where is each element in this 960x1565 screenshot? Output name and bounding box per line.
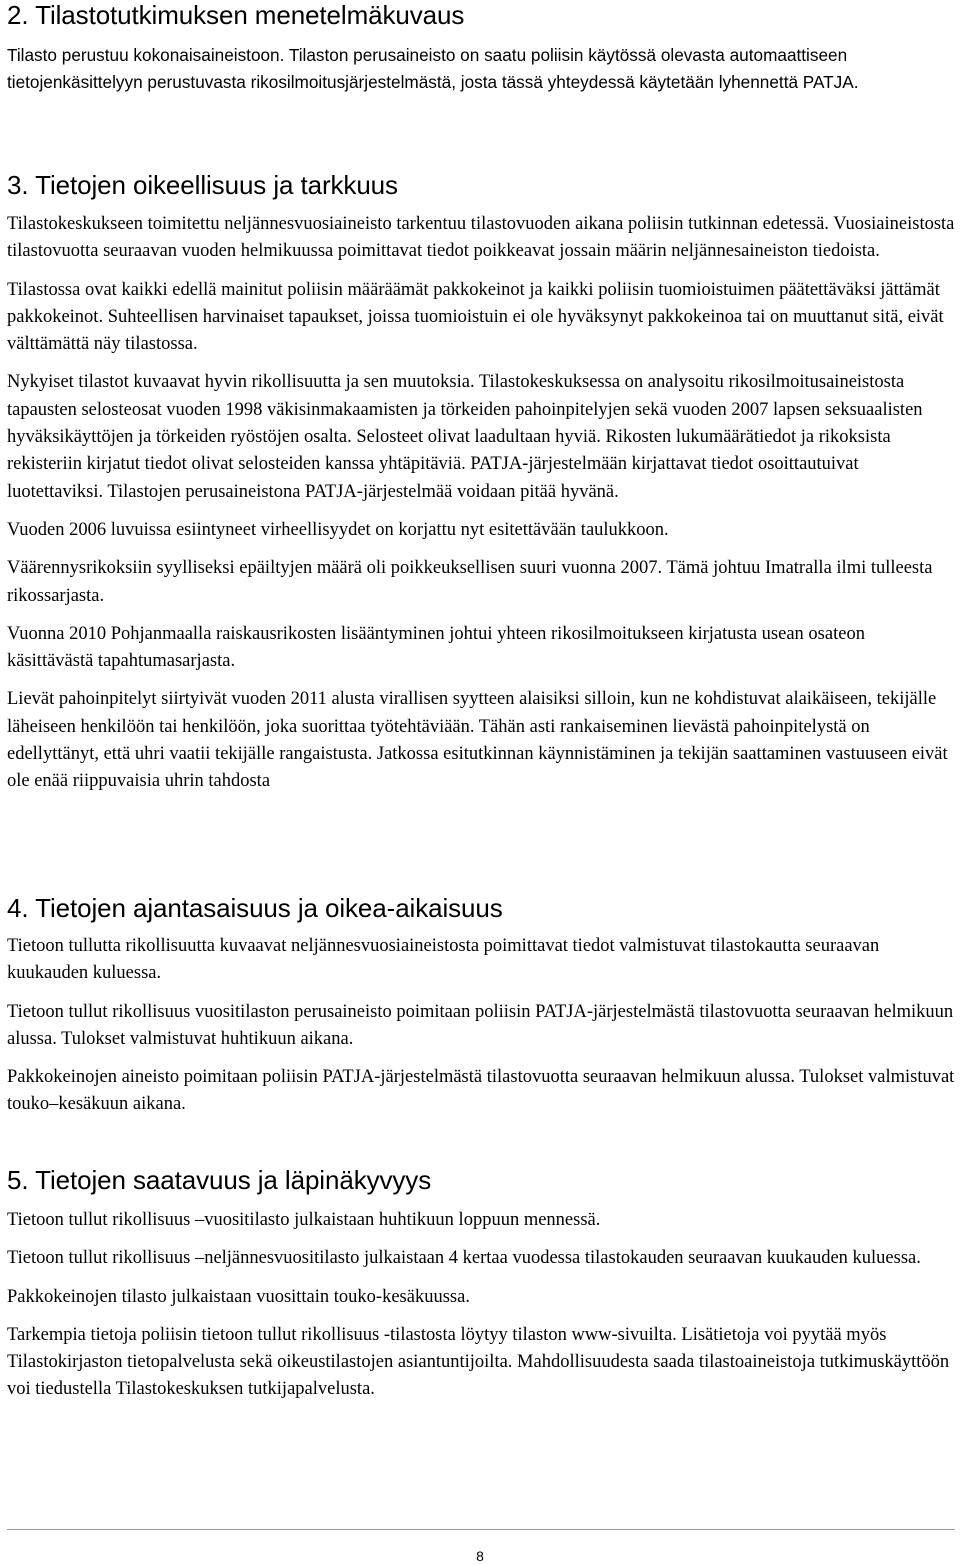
section-5 xyxy=(7,1165,955,1415)
section-5-paragraph-3: Pakkokeinojen tilasto julkaistaan vuosittain touko-kesäkuussa. xyxy=(7,1286,470,1307)
section-2 xyxy=(7,0,955,108)
section-3-paragraph-1: Tilastokeskukseen toimitettu neljännesvuosiaineisto tarkentuu tilastovuoden aikana poliisin tutkinnan edetessä. Vuosiaineistosta tilastovuotta seuraavan vuoden helmikuussa poimittavat tiedot poikkeavat jossain määrin neljännesaineiston tiedoista. xyxy=(7,214,955,262)
section-3-paragraph-4: Vuoden 2006 luvuissa esiintyneet virheellisyydet on korjattu nyt esitettävään taulukkoon. xyxy=(7,519,669,540)
section-5-paragraph-1: Tietoon tullut rikollisuus –vuositilasto julkaistaan huhtikuun loppuun mennessä. xyxy=(7,1210,601,1230)
section-5-heading: 5. Tietojen saatavuus ja läpinäkyvyys xyxy=(7,1165,432,1195)
section-3-paragraph-3: Nykyiset tilastot kuvaavat hyvin rikollisuutta ja sen muutoksia. Tilastokeskuksessa on analysoitu rikosilmoitusaineistosta tapausten selosteosat vuoden 1998 väkisinmakaamisten ja törkeiden pahoinpitelyjen sekä vuoden 2007 lapsen seksuaalisten hyväksikäyttöjen ja törkeiden ryöstöjen osalta. Selosteet olivat laadultaan hyviä. Rikosten lukumäärätiedot ja rikoksista rekisteriin kirjatut tiedot olivat selosteiden kanssa yhtäpitäviä. PATJA-järjestelmään kirjattavat tiedot osoittautuivat luotettaviksi. Tilastojen perusaineistona PATJA-järjestelmää voidaan pitää hyvänä. xyxy=(7,372,923,502)
section-4-paragraph-2: Tietoon tullut rikollisuus vuositilaston perusaineisto poimitaan poliisin PATJA-järjestelmästä tilastovuotta seuraavan helmikuun alussa. Tulokset valmistuvat huhtikuun aikana. xyxy=(7,1001,954,1049)
section-3-heading: 3. Tietojen oikeellisuus ja tarkkuus xyxy=(7,170,398,200)
section-5-paragraph-2: Tietoon tullut rikollisuus –neljännesvuositilasto julkaistaan 4 kertaa vuodessa tilastokauden seuraavan kuukauden kuluessa. xyxy=(7,1248,921,1269)
section-2-heading: 2. Tilastotutkimuksen menetelmäkuvaus xyxy=(7,0,465,30)
section-3 xyxy=(7,170,955,807)
section-2-paragraph-1: Tilasto perustuu kokonaisaineistoon. Tilaston perusaineisto on saatu poliisin käytössä olevasta automaattiseen tietojenkäsittelyyn perustuvasta rikosilmoitusjärjestelmästä, josta tässä yhteydessä käytetään lyhennettä PATJA. xyxy=(7,45,859,93)
footer-divider xyxy=(7,1529,955,1530)
section-3-paragraph-5: Väärennysrikoksiin syylliseksi epäiltyjen määrä oli poikkeuksellisen suuri vuonna 2007. Tämä johtuu Imatralla ilmi tulleesta rikossarjasta. xyxy=(7,558,933,606)
section-4-paragraph-1: Tietoon tullutta rikollisuutta kuvaavat neljännesvuosiaineistosta poimittavat tiedot valmistuvat tilastokautta seuraavan kuukauden kuluessa. xyxy=(7,936,880,984)
section-4-heading: 4. Tietojen ajantasaisuus ja oikea-aikaisuus xyxy=(7,893,503,923)
section-3-paragraph-2: Tilastossa ovat kaikki edellä mainitut poliisin määräämät pakkokeinot ja kaikki poliisin tuomioistuimen päätettäväksi jättämät pakkokeinot. Suhteellisen harvinaiset tapaukset, joissa tuomioistuin ei ole hyväksynyt pakkokeinoa tai on muuttanut sitä, eivät välttämättä näy tilastossa. xyxy=(7,279,944,355)
section-4-paragraph-3: Pakkokeinojen aineisto poimitaan poliisin PATJA-järjestelmästä tilastovuotta seuraavan helmikuun alussa. Tulokset valmistuvat touko–kesäkuun aikana. xyxy=(7,1067,955,1115)
section-5-paragraph-4: Tarkempia tietoja poliisin tietoon tullut rikollisuus -tilastosta löytyy tilaston www-sivuilta. Lisätietoja voi pyytää myös Tilastokirjaston tietopalvelusta sekä oikeustilastojen asiantuntijoilta. Mahdollisuudesta saada tilastoaineistoja tutkimuskäyttöön voi tiedustella Tilastokeskuksen tutkijapalvelusta. xyxy=(7,1324,950,1400)
page-number: 8 xyxy=(476,1548,484,1564)
section-3-paragraph-7: Lievät pahoinpitelyt siirtyivät vuoden 2011 alusta virallisen syytteen alaisiksi silloin, kun ne kohdistuvat alaikäiseen, tekijälle läheiseen henkilöön tai henkilöön, joka suorittaa työtehtäviään. Tähän asti rankaiseminen lievästä pahoinpitelystä on edellyttänyt, että uhri vaatii tekijälle rangaistusta. Jatkossa esitutkinnan käynnistäminen ja tekijän saattaminen vastuuseen eivät ole enää riippuvaisia uhrin tahdosta xyxy=(7,689,948,792)
section-3-paragraph-6: Vuonna 2010 Pohjanmaalla raiskausrikosten lisääntyminen johtui yhteen rikosilmoitukseen kirjatusta usean osateon käsittävästä tapahtumasarjasta. xyxy=(7,623,865,672)
section-4 xyxy=(7,893,955,1130)
